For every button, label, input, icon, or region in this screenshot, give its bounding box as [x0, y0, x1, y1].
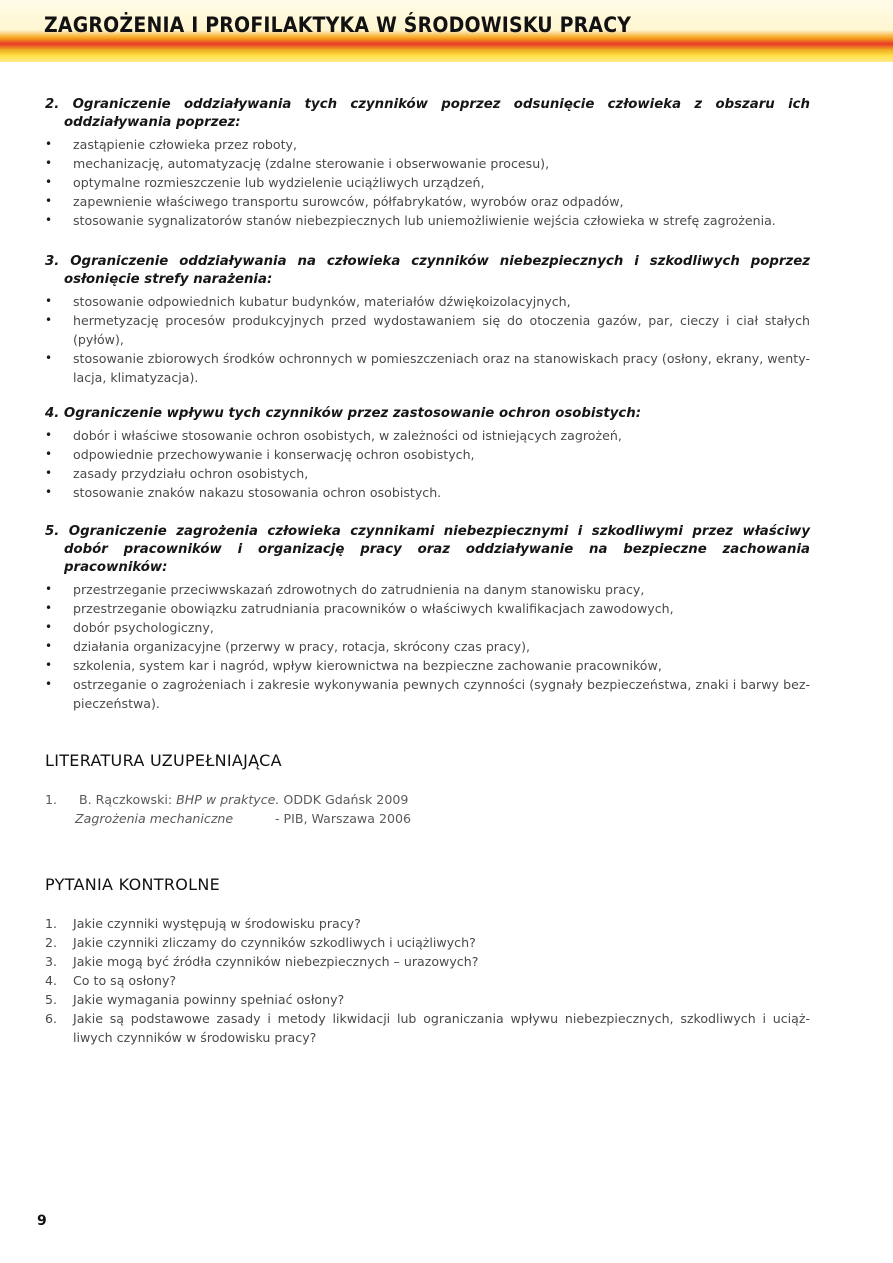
list-item: • hermetyzację procesów produkcyjnych przed wydostawaniem się do otoczenia gazów, par, cieczy i ciał stałych (pyłów),	[45, 313, 810, 347]
list-item: • stosowanie sygnalizatorów stanów niebezpiecznych lub uniemożliwienie wejścia człowieka w strefę zagrożenia.	[45, 213, 776, 228]
literature-entry	[45, 790, 411, 828]
bullet-icon: •	[45, 351, 53, 365]
bullet-icon: •	[45, 447, 53, 461]
list-item: • szkolenia, system kar i nagród, wpływ kierownictwa na bezpieczne zachowanie pracowników,	[45, 658, 662, 673]
questions-heading: PYTANIA KONTROLNE	[45, 875, 221, 894]
list-item: • stosowanie znaków nakazu stosowania ochron osobistych.	[45, 485, 442, 500]
list-item: • ostrzeganie o zagrożeniach i zakresie wykonywania pewnych czynności (sygnały bezpieczeństwa, znaki i barwy bez-pieczeństwa).	[45, 677, 810, 711]
bullet-icon: •	[45, 582, 53, 596]
bullet-icon: •	[45, 466, 53, 480]
section-title: 5. Ograniczenie zagrożenia człowieka czynnikami niebezpiecznymi i szkodliwymi przez właściwy dobór pracowników i organizację pracy oraz oddziaływanie na bezpieczne zachowania pracowników:	[45, 524, 810, 575]
list-item: • mechanizację, automatyzację (zdalne sterowanie i obserwowanie procesu),	[45, 156, 550, 171]
question-item: 1. Jakie czynniki występują w środowisku pracy?	[45, 916, 361, 931]
bullet-icon: •	[45, 677, 53, 691]
literature-heading: LITERATURA UZUPEŁNIAJĄCA	[45, 751, 282, 770]
literature-author: B. Rączkowski:	[79, 792, 173, 807]
bullet-icon: •	[45, 428, 53, 442]
section-title: 4. Ograniczenie wpływu tych czynników przez zastosowanie ochron osobistych:	[45, 406, 642, 421]
list-item: • przestrzeganie obowiązku zatrudniania pracowników o właściwych kwalifikacjach zawodowych,	[45, 601, 674, 616]
list-item: • zapewnienie właściwego transportu surowców, półfabrykatów, wyrobów oraz odpadów,	[45, 194, 624, 209]
bullet-icon: •	[45, 137, 53, 151]
section-title: 3. Ograniczenie oddziaływania na człowieka czynników niebezpiecznych i szkodliwych poprzez osłonięcie strefy narażenia:	[45, 254, 810, 287]
list-item: • zasady przydziału ochron osobistych,	[45, 466, 309, 481]
list-item: • stosowanie zbiorowych środków ochronnych w pomieszczeniach oraz na stanowiskach pracy (osłony, ekrany, wenty-lacja, klimatyzacja).	[45, 351, 810, 385]
bullet-icon: •	[45, 194, 53, 208]
page-header-title: ZAGROŻENIA I PROFILAKTYKA W ŚRODOWISKU PRACY	[44, 13, 632, 37]
list-item: • przestrzeganie przeciwwskazań zdrowotnych do zatrudnienia na danym stanowisku pracy,	[45, 582, 645, 597]
literature-publisher-2: - PIB, Warszawa 2006	[275, 811, 412, 826]
questions-list	[45, 914, 810, 1047]
list-item: • stosowanie odpowiednich kubatur budynków, materiałów dźwiękoizolacyjnych,	[45, 294, 571, 309]
literature-title: BHP w praktyce.	[176, 792, 280, 807]
bullet-icon: •	[45, 485, 53, 499]
list-item: • odpowiednie przechowywanie i konserwację ochron osobistych,	[45, 447, 475, 462]
section-2	[45, 96, 810, 230]
literature-publisher: ODDK Gdańsk 2009	[283, 792, 409, 807]
bullet-icon: •	[45, 658, 53, 672]
bullet-icon: •	[45, 639, 53, 653]
question-item: 5. Jakie wymagania powinny spełniać osłony?	[45, 992, 345, 1007]
bullet-icon: •	[45, 175, 53, 189]
page-number: 9	[37, 1213, 47, 1229]
list-item: • dobór psychologiczny,	[45, 620, 214, 635]
question-item: 4. Co to są osłony?	[45, 973, 177, 988]
bullet-icon: •	[45, 156, 53, 170]
bullet-icon: •	[45, 601, 53, 615]
bullet-icon: •	[45, 620, 53, 634]
section-4	[45, 405, 810, 502]
bullet-icon: •	[45, 294, 53, 308]
section-5	[45, 523, 810, 713]
question-item: 2. Jakie czynniki zliczamy do czynników szkodliwych i uciążliwych?	[45, 935, 476, 950]
list-item: • optymalne rozmieszczenie lub wydzielenie uciążliwych urządzeń,	[45, 175, 485, 190]
section-title: 2. Ograniczenie oddziaływania tych czynników poprzez odsunięcie człowieka z obszaru ich oddziaływania poprzez:	[45, 97, 810, 130]
bullet-icon: •	[45, 313, 53, 327]
literature-title-2: Zagrożenia mechaniczne	[75, 811, 234, 826]
literature-number: 1.	[45, 792, 58, 807]
question-item: 6. Jakie są podstawowe zasady i metody likwidacji lub ograniczania wpływu niebezpiecznych, szkodliwych i uciąż-liwych czynników w środowisku pracy?	[45, 1011, 810, 1045]
bullet-icon: •	[45, 213, 53, 227]
list-item: • dobór i właściwe stosowanie ochron osobistych, w zależności od istniejących zagrożeń,	[45, 428, 622, 443]
list-item: • zastąpienie człowieka przez roboty,	[45, 137, 298, 152]
list-item: • działania organizacyjne (przerwy w pracy, rotacja, skrócony czas pracy),	[45, 639, 530, 654]
question-item: 3. Jakie mogą być źródła czynników niebezpiecznych – urazowych?	[45, 954, 479, 969]
section-3	[45, 253, 810, 387]
